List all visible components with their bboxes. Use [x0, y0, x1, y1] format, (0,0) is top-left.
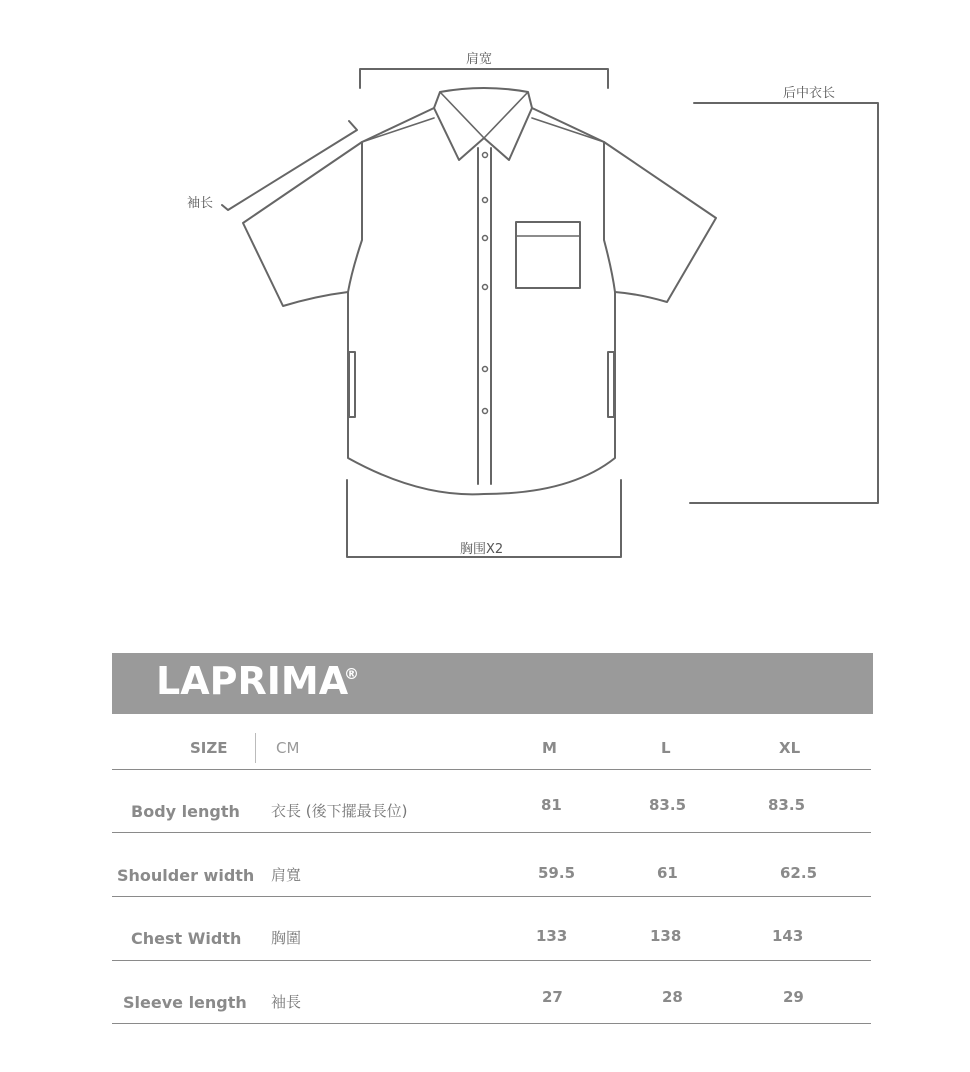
- table-divider: [112, 769, 871, 770]
- row-label-en: Chest Width: [131, 929, 242, 948]
- size-column-xl: XL: [779, 739, 801, 757]
- row-label-cn: 袖長: [271, 993, 302, 1011]
- back-length-label: 后中衣长: [783, 86, 836, 101]
- shirt-button: [483, 409, 488, 414]
- value-xl: 62.5: [780, 864, 818, 882]
- brand-banner: [112, 653, 873, 714]
- table-divider: [112, 832, 871, 833]
- size-header: SIZE: [190, 739, 228, 757]
- shirt-button: [483, 285, 488, 290]
- shirt-collar: [434, 88, 532, 160]
- shirt-button: [483, 367, 488, 372]
- value-l: 83.5: [649, 796, 687, 814]
- value-m: 81: [541, 796, 562, 814]
- table-divider: [112, 960, 871, 961]
- shirt-body-outline: [348, 108, 615, 494]
- left-side-slit: [349, 352, 355, 417]
- value-xl: 143: [772, 927, 804, 945]
- back-length-dimension-line: [690, 103, 878, 503]
- chest-label: 胸围X2: [460, 542, 504, 557]
- row-label-cn: 胸圍: [271, 929, 302, 947]
- row-label-en: Shoulder width: [117, 866, 255, 885]
- shirt-button: [483, 236, 488, 241]
- registered-mark: ®: [344, 665, 359, 683]
- right-side-slit: [608, 352, 614, 417]
- row-label-en: Body length: [131, 802, 240, 821]
- shoulder-dimension-line: [360, 69, 608, 88]
- value-m: 133: [536, 927, 568, 945]
- sleeve-label: 袖长: [187, 196, 214, 211]
- size-column-l: L: [661, 739, 671, 757]
- row-label-cn: 肩寬: [271, 866, 302, 884]
- header-divider: [255, 733, 256, 763]
- unit-header: CM: [276, 739, 300, 757]
- sleeve-dimension-line: [222, 121, 357, 210]
- value-xl: 29: [783, 988, 804, 1006]
- row-label-en: Sleeve length: [123, 993, 247, 1012]
- value-xl: 83.5: [768, 796, 806, 814]
- size-column-m: M: [542, 739, 557, 757]
- table-divider: [112, 1023, 871, 1024]
- value-l: 61: [657, 864, 678, 882]
- table-divider: [112, 896, 871, 897]
- value-m: 27: [542, 988, 563, 1006]
- value-l: 28: [662, 988, 683, 1006]
- value-m: 59.5: [538, 864, 576, 882]
- shoulder-label: 肩宽: [466, 52, 493, 67]
- shirt-button: [483, 153, 488, 158]
- value-l: 138: [650, 927, 682, 945]
- row-label-cn: 衣長 (後下擺最長位): [271, 802, 408, 820]
- brand-logo: LAPRIMA: [156, 659, 349, 703]
- chest-pocket: [516, 222, 580, 288]
- right-sleeve: [604, 142, 716, 302]
- left-sleeve: [243, 142, 362, 306]
- shirt-button: [483, 198, 488, 203]
